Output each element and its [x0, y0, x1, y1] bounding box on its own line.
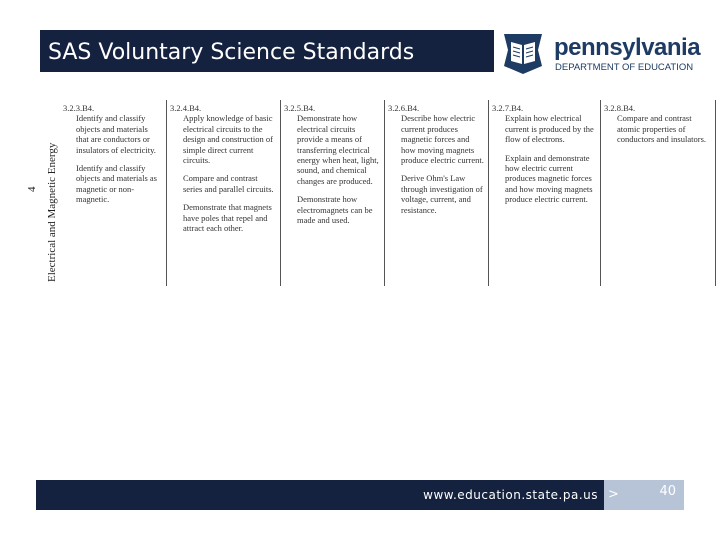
standard-item: Compare and contrast atomic properties of conductors and insulators.: [617, 113, 706, 145]
standard-code: 3.2.5.B4.: [284, 103, 316, 113]
slide-title: SAS Voluntary Science Standards: [40, 30, 494, 70]
pde-logo: [498, 28, 701, 78]
title-divider: [40, 70, 494, 72]
standard-item: Identify and classify objects and materials that are conductors or insulators of electricity.: [76, 113, 156, 155]
standard-item: Demonstrate that magnets have poles that repel and attract each other.: [183, 202, 272, 234]
row-label: [22, 110, 58, 282]
standard-column: [60, 100, 166, 286]
standard-item: Identify and classify objects and materials as magnetic or non-magnetic.: [76, 163, 157, 205]
standard-code: 3.2.3.B4.: [63, 103, 95, 113]
footer-url[interactable]: www.education.state.pa.us: [423, 488, 598, 502]
standard-item: Apply knowledge of basic electrical circuits to the design and construction of simple direct current circuits.: [183, 113, 273, 166]
standard-code: 3.2.7.B4.: [492, 103, 524, 113]
page-number: 40: [659, 484, 676, 499]
standards-table: [60, 100, 716, 286]
standard-item: Compare and contrast series and parallel circuits.: [183, 173, 274, 194]
standard-column: [600, 100, 716, 286]
standard-column: [488, 100, 600, 286]
standard-item: Demonstrate how electromagnets can be made and used.: [297, 194, 373, 226]
standard-item: Describe how electric current produces magnetic forces and how moving magnets produce electric current.: [401, 113, 484, 166]
row-number: 4: [26, 186, 38, 192]
standard-item: Explain how electrical current is produced by the flow of electrons.: [505, 113, 594, 145]
logo-subtitle: DEPARTMENT OF EDUCATION: [555, 62, 694, 73]
standard-column: [280, 100, 384, 286]
next-slide-icon[interactable]: >: [608, 487, 619, 502]
footer-nav-panel: [604, 480, 684, 510]
footer-bar: [36, 480, 604, 510]
standard-item: Demonstrate how electrical circuits provide a means of transferring electrical energy when heat, light, sound, and chemical changes are produced.: [297, 113, 379, 186]
standard-column: [384, 100, 488, 286]
standard-code: 3.2.8.B4.: [604, 103, 636, 113]
standard-column: [166, 100, 280, 286]
standard-item: Derive Ohm's Law through investigation of voltage, current, and resistance.: [401, 173, 483, 215]
keystone-book-icon: [498, 28, 548, 78]
standard-code: 3.2.6.B4.: [388, 103, 420, 113]
row-topic: Electrical and Magnetic Energy: [46, 142, 58, 282]
standard-item: Explain and demonstrate how electric current produces magnetic forces and how moving magnets produce electric current.: [505, 152, 593, 205]
standard-code: 3.2.4.B4.: [170, 103, 202, 113]
logo-wordmark: pennsylvania: [554, 34, 701, 61]
